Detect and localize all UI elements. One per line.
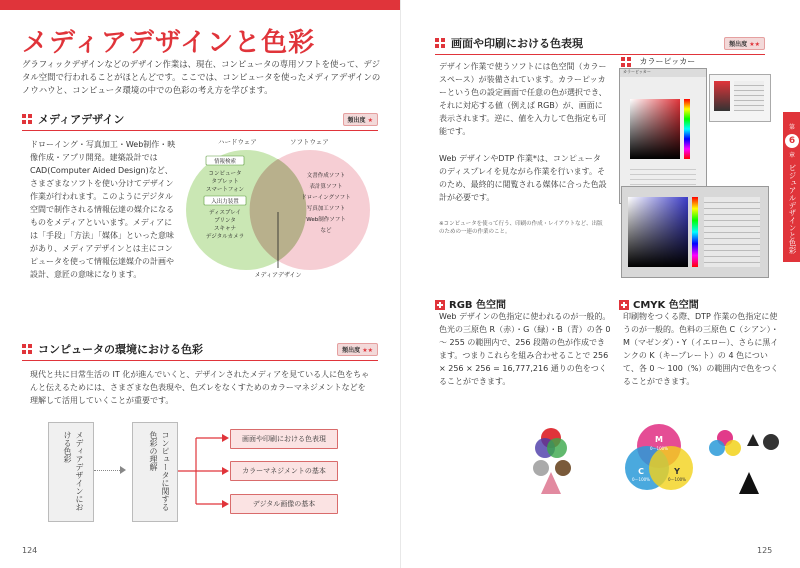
hue-slider	[684, 99, 690, 159]
color-swatch	[714, 81, 730, 111]
color-field-large	[628, 197, 688, 267]
section-header-color-expression	[435, 34, 765, 52]
chapter-prefix: 第	[788, 124, 795, 131]
picker-window-large	[621, 186, 769, 278]
rgb-small-green	[547, 438, 567, 458]
m-label: M	[655, 435, 663, 444]
hw2-item-2: プリンタ	[214, 218, 236, 224]
b-range: 0〜255	[451, 477, 467, 482]
page-title: メディアデザインと色彩	[22, 28, 316, 58]
rgb-heading: RGB 色空間	[435, 296, 506, 311]
chapter-number: 6	[785, 134, 799, 148]
venn-diagram	[178, 132, 378, 282]
page-number: 124	[22, 546, 38, 555]
flow-item-1: 画面や印刷における色表現	[230, 429, 338, 449]
page-number: 125	[757, 546, 773, 555]
io-tag-label: 入出力装置	[211, 199, 239, 205]
hw-item-1: コンピュータ	[208, 171, 242, 177]
hw-item-3: スマートフォン	[206, 187, 244, 193]
m-range: 0〜100%	[650, 446, 668, 451]
picker-window-mini	[709, 74, 771, 122]
right-page	[400, 0, 800, 568]
r-range: 0〜255	[469, 446, 485, 451]
section-divider	[435, 54, 765, 55]
picker-fields-large	[704, 197, 760, 267]
frequency-badge: 頻出度 ★	[343, 113, 379, 126]
cmyk-small-mix	[763, 434, 779, 450]
picker-window-title: カラーピッカー	[620, 69, 706, 77]
hw2-item-3: スキャナ	[213, 226, 237, 232]
section-divider	[22, 130, 378, 131]
sw-item-6: など	[320, 228, 332, 234]
chapter-side-tab	[783, 112, 800, 262]
frequency-badge: 頻出度 ★★	[337, 343, 378, 356]
y-range: 0〜100%	[668, 477, 686, 482]
c-label: C	[638, 467, 644, 476]
hardware-label: ハードウェア	[218, 138, 257, 146]
g-range: 0〜255	[487, 477, 503, 482]
square-bullet-icon	[621, 57, 631, 67]
flow-box-2-text: コンピュータに関する色彩の理解	[149, 431, 170, 511]
section-title: コンピュータの環境における色彩	[38, 343, 203, 356]
flow-arrow-icon	[120, 466, 126, 474]
intro-text: グラフィックデザインなどのデザイン作業は、現在、コンピュータの専用ソフトを使って、デジタル空間で行われることがほとんどです。ここでは、コンピュータを使ったメディアデザインのノウハウと、コンピュータ環境の中での色彩の考え方を学びます。	[22, 59, 381, 95]
rgb-body-text: Web デザインの色指定に使われるのが一般的。色光の三原色 R（赤）・G（緑）・B（青）の各 0 ～ 255 の範囲内で、256 段階の色が作成できます。つまりこれらを組み合わせることで 256 × 256 × 256 = 16,777,216 通りの色をつくることができます。	[439, 312, 611, 386]
cmyk-heading: CMYK 色空間	[619, 296, 699, 311]
cmyk-small-cone	[739, 472, 759, 494]
sw-item-1: 文書作成ソフト	[306, 173, 346, 179]
flow-item-3: デジタル画像の基本	[230, 494, 338, 514]
section-title: メディアデザイン	[38, 113, 125, 126]
flow-item-2: カラーマネジメントの基本	[230, 461, 338, 481]
section-dots-icon	[22, 114, 32, 124]
rgb-small-gray	[533, 460, 549, 476]
sw-item-3: ドローイングソフト	[301, 195, 351, 201]
chapter-suffix: 章	[788, 152, 795, 159]
section-body-text: デザイン作業で使うソフトには色空間（カラースペース）が装備されています。カラーピッカーという色の設定画面で任意の色が選択でき、それに対応する値（例えば RGB）が、画面に表示されます。逆に、値を入力して色指定も可能です。	[439, 62, 607, 136]
r-label: R	[473, 435, 481, 444]
top-accent-bar	[0, 0, 400, 10]
cmyk-small-y	[725, 440, 741, 456]
frequency-badge: 頻出度 ★★	[724, 37, 765, 50]
g-label: G	[491, 467, 499, 476]
b-label: B	[455, 467, 463, 476]
section-body-text: 現代と共に日常生活の IT 化が進んでいくと、デザインされたメディアを見ている人に色をちゃんと伝えるためには、さまざまな色表現や、色ズレをなくすためのカラーマネジメントなどを理解して活用していくことが重要です。	[30, 370, 370, 405]
section-dots-icon	[435, 38, 445, 48]
section-body-text: ドローイング・写真加工・Web制作・映像作成・アプリ開発。建築設計ではCAD(Computer Aided Design)など、さまざまなソフトを使い分けてデザイン作業が行われます。このようにデジタル空間で制作される情報伝達の媒介になるものをメディアといいます。メディアには「手段」「方法」「媒体」といった意味があり、メディアデザインとは主にコンピュータを使って情報伝達媒介の計画や設計、意匠の意味になります。	[30, 140, 176, 279]
sw-item-5: Web制作ソフト	[306, 217, 346, 223]
yellow-circle	[649, 446, 693, 490]
cmyk-body-text: 印刷物をつくる際、DTP 作業の色指定に使うのが一般的。色料の三原色 C（シアン）・M（マゼンダ）・Y（イエロー）、さらに黒インクの K（キープレート）の 4 色について、各 0 ～ 100（%）の範囲内で色をつくることができます。	[623, 312, 779, 386]
section-body-text-2: Web デザインやDTP 作業*は、コンピュータのディスプレイを見ながら作業を行います。そのため、最終的に閲覧される媒体に合った色設計が必要です。	[439, 154, 607, 202]
y-label: Y	[674, 467, 680, 476]
section-divider	[22, 360, 378, 361]
flow-box-1-text: メディアデザインにおける色彩	[63, 431, 84, 511]
hw2-item-1: ディスプレイ	[208, 210, 242, 216]
section-header-computer-color	[22, 340, 378, 358]
footnote: ※コンピュータを使って行う、印刷の作成・レイアウトなど、出版のための一連の作業のこと。	[439, 221, 603, 235]
plus-icon	[619, 300, 629, 310]
section-title: 画面や印刷における色表現	[451, 37, 583, 50]
green-circle	[467, 446, 511, 490]
plus-icon	[435, 300, 445, 310]
flow-box-1	[48, 422, 94, 522]
picker-options	[734, 81, 764, 111]
section-dots-icon	[22, 344, 32, 354]
rgb-small-brown	[555, 460, 571, 476]
rgb-diagram	[439, 412, 601, 508]
flow-box-2	[132, 422, 178, 522]
picker-window-small	[619, 68, 707, 204]
color-field	[630, 99, 680, 159]
section-header-media-design	[22, 110, 378, 128]
cmyk-small-c	[709, 440, 725, 456]
c-range: 0〜100%	[632, 477, 650, 482]
chapter-title: ビジュアルデザインと色彩	[788, 164, 797, 254]
sw-item-4: 写真加工ソフト	[306, 206, 346, 212]
sw-item-2: 表計算ソフト	[309, 184, 343, 190]
software-label: ソフトウェア	[290, 138, 329, 146]
media-design-label: メディアデザイン	[254, 272, 302, 279]
cmyk-diagram	[621, 412, 783, 508]
hw-item-2: タブレット	[211, 179, 239, 185]
info-tag-label: 情報検索	[213, 159, 237, 165]
picker-label: カラーピッカー	[621, 56, 695, 67]
flow-branch-arrows	[178, 428, 230, 514]
hue-slider-large	[692, 197, 698, 267]
cmyk-small-k	[747, 434, 759, 446]
hw2-item-4: デジタルカメラ	[205, 234, 245, 240]
